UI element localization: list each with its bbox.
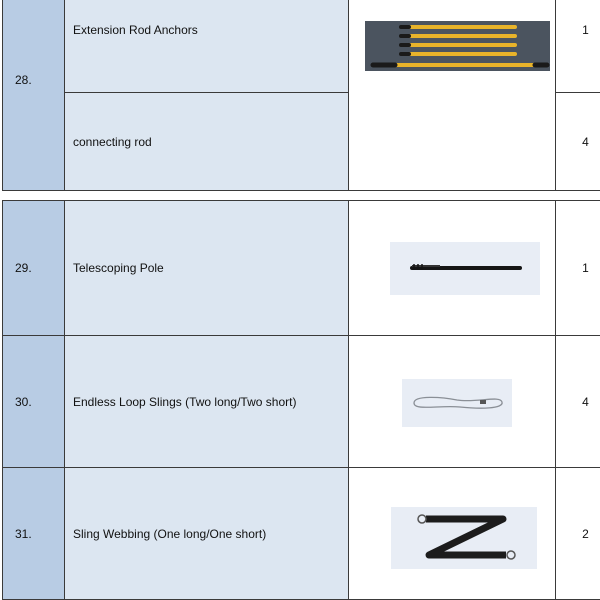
- item-qty-endless-loop-slings: 4: [556, 336, 600, 468]
- item-qty-connecting-rod: 4: [556, 93, 600, 191]
- table-row: [3, 0, 600, 93]
- telescoping-pole-photo: [390, 242, 540, 295]
- equipment-table-top: [2, 0, 600, 191]
- loop-sling-photo: [402, 379, 512, 427]
- sling-webbing-photo: [391, 507, 537, 569]
- item-qty-extension-rod-anchors: 1: [556, 0, 600, 93]
- equipment-table-bottom: [2, 200, 600, 600]
- item-name-extension-rod-anchors: Extension Rod Anchors: [65, 0, 349, 93]
- item-image-cell-31: [349, 468, 556, 600]
- item-number-30: 30.: [3, 336, 65, 468]
- item-number-31: 31.: [3, 468, 65, 600]
- item-image-cell-29: [349, 201, 556, 336]
- item-image-cell-28: [349, 0, 556, 191]
- yellow-extension-rods-photo: [365, 21, 550, 71]
- item-qty-sling-webbing: 2: [556, 468, 600, 600]
- item-name-telescoping-pole: Telescoping Pole: [65, 201, 349, 336]
- item-image-cell-30: [349, 336, 556, 468]
- table-row: [3, 468, 600, 600]
- item-name-endless-loop-slings: Endless Loop Slings (Two long/Two short): [65, 336, 349, 468]
- item-name-sling-webbing: Sling Webbing (One long/One short): [65, 468, 349, 600]
- item-qty-telescoping-pole: 1: [556, 201, 600, 336]
- item-number-28: 28.: [3, 0, 65, 191]
- table-row: [3, 336, 600, 468]
- item-number-29: 29.: [3, 201, 65, 336]
- table-row: [3, 201, 600, 336]
- item-name-connecting-rod: connecting rod: [65, 93, 349, 191]
